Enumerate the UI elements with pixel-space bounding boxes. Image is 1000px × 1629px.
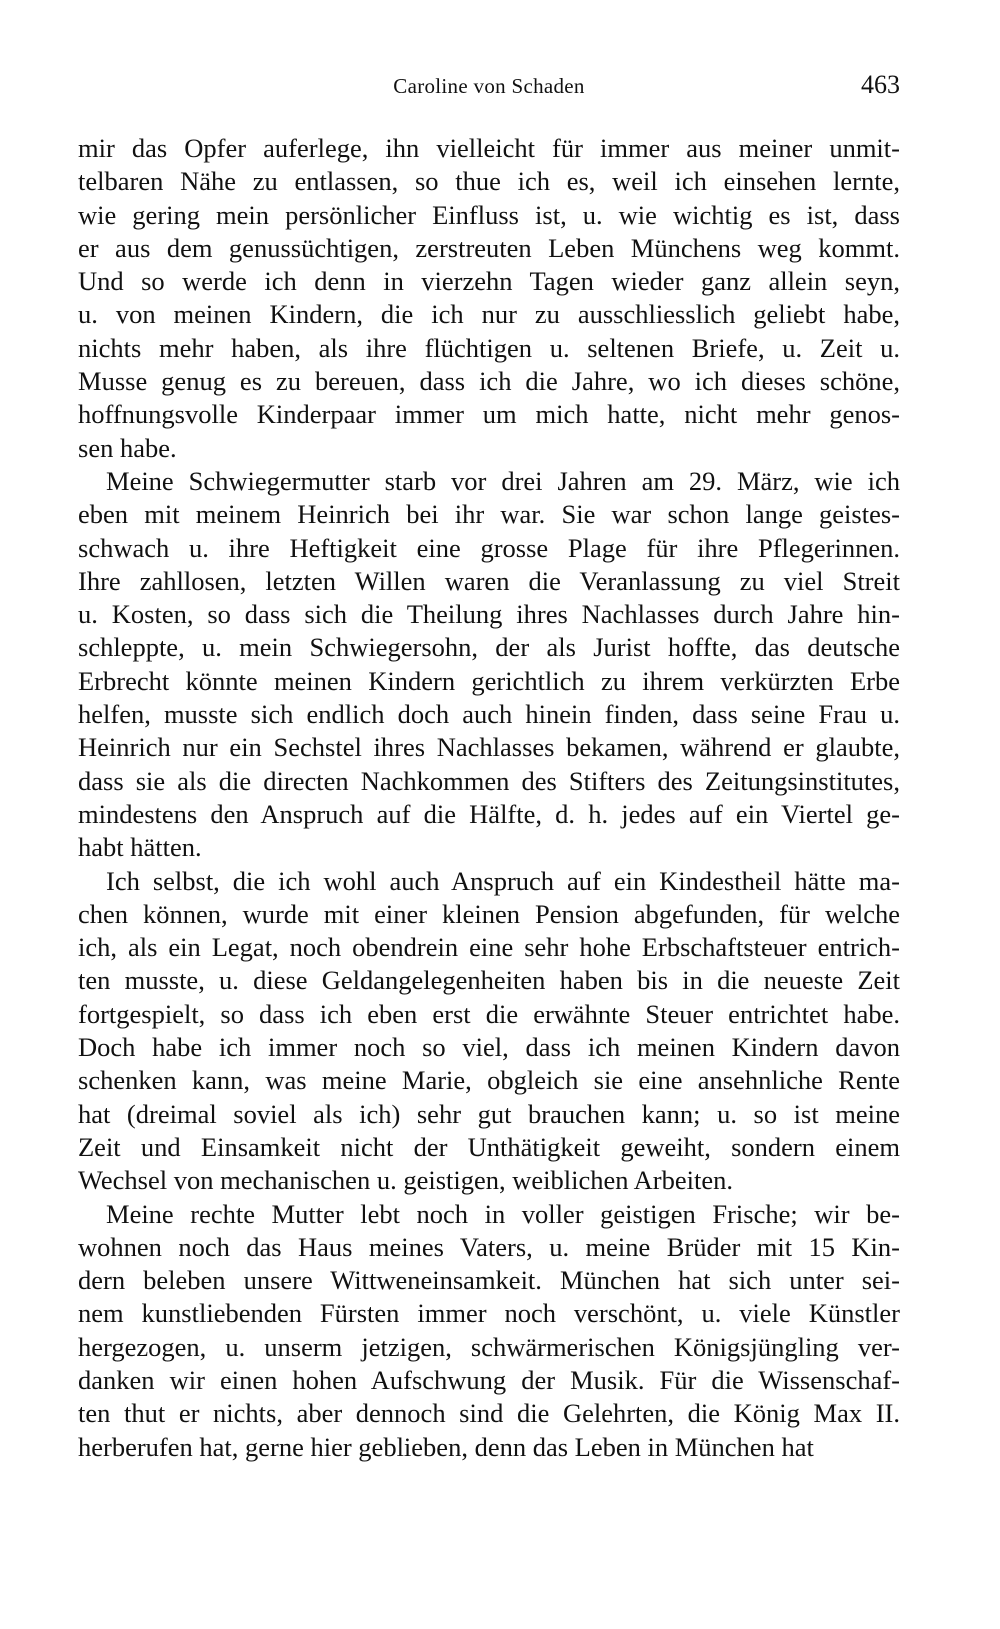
text-line: mir das Opfer auferlege, ihn vielleicht für immer aus meiner unmit- — [78, 133, 900, 163]
text-line: sen habe. — [78, 432, 177, 463]
text-line: hergezogen, u. unserm jetzigen, schwärmerischen Königsjüngling ver- — [78, 1331, 900, 1362]
text-line: wohnen noch das Haus meines Vaters, u. meine Brüder mit 15 Kin- — [78, 1231, 900, 1262]
text-line: ten musste, u. diese Geldangelegenheiten haben bis in die neueste Zeit — [78, 965, 900, 996]
text-line: schleppte, u. mein Schwiegersohn, der als Jurist hoffte, das deutsche — [78, 632, 900, 663]
paragraph — [78, 865, 900, 1198]
paragraph — [78, 132, 900, 465]
text-line: eben mit meinem Heinrich bei ihr war. Sie war schon lange geistes- — [78, 499, 900, 530]
text-line: Meine Schwiegermutter starb vor drei Jahren am 29. März, wie ich — [106, 465, 900, 496]
text-line: dass sie als die directen Nachkommen des Stifters des Zeitungsinstitutes, — [78, 765, 900, 796]
text-line: dern beleben unsere Wittweneinsamkeit. München hat sich unter sei- — [78, 1265, 900, 1296]
text-line: wie gering mein persönlicher Einfluss ist, u. wie wichtig es ist, dass — [78, 199, 900, 230]
text-line: Zeit und Einsamkeit nicht der Unthätigkeit geweiht, sondern einem — [78, 1131, 900, 1162]
text-line: u. Kosten, so dass sich die Theilung ihres Nachlasses durch Jahre hin- — [78, 599, 900, 630]
text-line: ten thut er nichts, aber dennoch sind die Gelehrten, die König Max II. — [78, 1398, 900, 1429]
text-line: herberufen hat, gerne hier geblieben, denn das Leben in München hat — [78, 1431, 814, 1462]
text-line: Und so werde ich denn in vierzehn Tagen wieder ganz allein seyn, — [78, 266, 900, 297]
running-title: Caroline von Schaden — [393, 74, 585, 98]
text-line: fortgespielt, so dass ich eben erst die erwähnte Steuer entrichtet habe. — [78, 998, 900, 1029]
text-line: Meine rechte Mutter lebt noch in voller geistigen Frische; wir be- — [106, 1198, 900, 1229]
text-line: helfen, musste sich endlich doch auch hinein finden, dass seine Frau u. — [78, 699, 900, 730]
text-line: Musse genug es zu bereuen, dass ich die Jahre, wo ich dieses schöne, — [78, 366, 900, 397]
text-line: hoffnungsvolle Kinderpaar immer um mich hatte, nicht mehr genos- — [78, 399, 900, 430]
text-line: hat (dreimal soviel als ich) sehr gut brauchen kann; u. so ist meine — [78, 1098, 900, 1129]
text-line: Wechsel von mechanischen u. geistigen, weiblichen Arbeiten. — [78, 1165, 734, 1196]
text-line: Heinrich nur ein Sechstel ihres Nachlasses bekamen, während er glaubte, — [78, 732, 900, 763]
body-text — [78, 132, 900, 1464]
text-line: chen können, wurde mit einer kleinen Pension abgefunden, für welche — [78, 898, 900, 929]
text-line: Doch habe ich immer noch so viel, dass ich meinen Kindern davon — [78, 1032, 900, 1063]
text-line: schenken kann, was meine Marie, obgleich sie eine ansehnliche Rente — [78, 1065, 900, 1096]
text-line: danken wir einen hohen Aufschwung der Musik. Für die Wissenschaf- — [78, 1364, 900, 1395]
text-line: nem kunstliebenden Fürsten immer noch verschönt, u. viele Künstler — [78, 1298, 900, 1329]
text-line: Erbrecht könnte meinen Kindern gerichtlich zu ihrem verkürzten Erbe — [78, 665, 900, 696]
text-line: habt hätten. — [78, 832, 202, 863]
text-line: nichts mehr haben, als ihre flüchtigen u. seltenen Briefe, u. Zeit u. — [78, 332, 900, 363]
running-head — [78, 68, 900, 108]
text-line: schwach u. ihre Heftigkeit eine grosse Plage für ihre Pflegerinnen. — [78, 532, 900, 563]
text-line: Ihre zahllosen, letzten Willen waren die Veranlassung zu viel Streit — [78, 565, 900, 596]
text-line: ich, als ein Legat, noch obendrein eine sehr hohe Erbschaftsteuer entrich- — [78, 932, 900, 963]
text-line: er aus dem genussüchtigen, zerstreuten Leben Münchens weg kommt. — [78, 232, 900, 263]
paragraph — [78, 465, 900, 865]
text-line: mindestens den Anspruch auf die Hälfte, d. h. jedes auf ein Viertel ge- — [78, 798, 900, 829]
page-number: 463 — [861, 70, 900, 99]
text-line: telbaren Nähe zu entlassen, so thue ich es, weil ich einsehen lernte, — [78, 166, 900, 197]
text-line: u. von meinen Kindern, die ich nur zu ausschliesslich geliebt habe, — [78, 299, 900, 330]
paragraph — [78, 1198, 900, 1464]
text-line: Ich selbst, die ich wohl auch Anspruch auf ein Kindestheil hätte ma- — [106, 865, 900, 896]
